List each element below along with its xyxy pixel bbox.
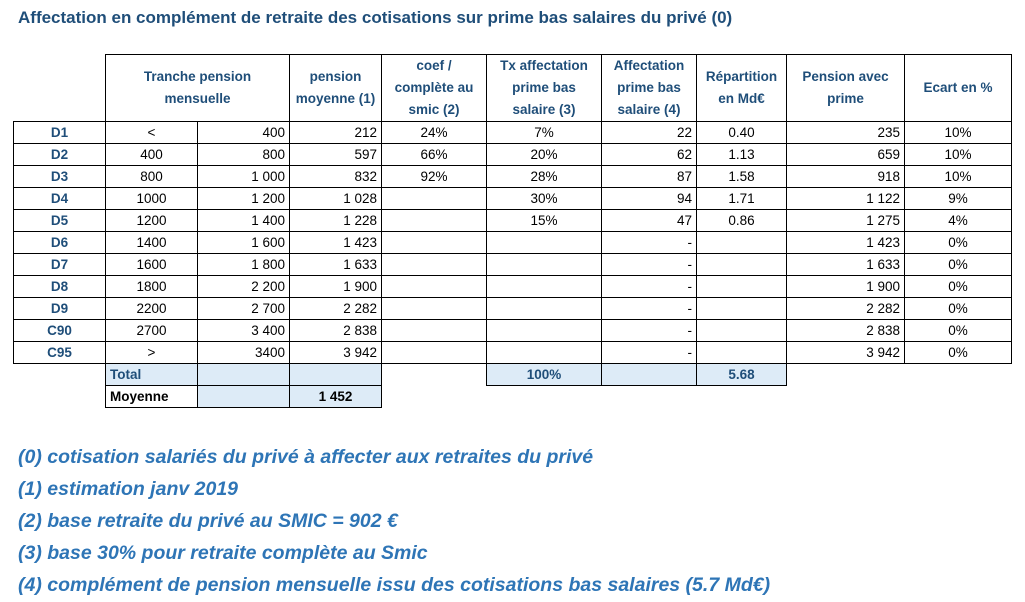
footnote: (4) complément de pension mensuelle issu des cotisations bas salaires (5.7 Md€) [18, 574, 771, 596]
repartition-cell [697, 298, 787, 320]
table-row [14, 298, 1012, 320]
affectation-cell: - [602, 254, 697, 276]
repartition-cell [697, 232, 787, 254]
total-cell [290, 364, 382, 386]
row-label: D1 [14, 122, 106, 144]
pension-prime-cell: 918 [787, 166, 905, 188]
repartition-cell: 1.71 [697, 188, 787, 210]
moyenne-value: 1 452 [290, 386, 382, 408]
total-cell [787, 364, 905, 386]
total-cell [382, 364, 487, 386]
tranche-from: 1600 [106, 254, 198, 276]
table-row [14, 254, 1012, 276]
header-pension-prime: Pension avec prime [787, 55, 905, 122]
table-row [14, 210, 1012, 232]
ecart-cell: 9% [905, 188, 1012, 210]
total-label: Total [106, 364, 198, 386]
pension-prime-cell: 1 423 [787, 232, 905, 254]
ecart-cell: 10% [905, 166, 1012, 188]
pension-prime-cell: 1 275 [787, 210, 905, 232]
row-label: D2 [14, 144, 106, 166]
total-row [14, 364, 1012, 386]
coef-cell [382, 210, 487, 232]
pension-prime-cell: 3 942 [787, 342, 905, 364]
footnote: (3) base 30% pour retraite complète au Smic [18, 542, 428, 564]
header-repartition: Répartition en Md€ [697, 55, 787, 122]
table-row [14, 144, 1012, 166]
pension-cell: 1 900 [290, 276, 382, 298]
footnote: (0) cotisation salariés du privé à affecter aux retraites du privé [18, 446, 594, 468]
moyenne-empty [382, 386, 1012, 408]
pension-cell: 2 838 [290, 320, 382, 342]
total-repartition: 5.68 [697, 364, 787, 386]
footnote: (1) estimation janv 2019 [18, 478, 239, 500]
tranche-to: 400 [198, 122, 290, 144]
total-tx: 100% [487, 364, 602, 386]
coef-cell: 66% [382, 144, 487, 166]
affectation-cell: - [602, 320, 697, 342]
repartition-cell: 1.13 [697, 144, 787, 166]
tranche-from: 1800 [106, 276, 198, 298]
table-row [14, 232, 1012, 254]
affectation-cell: - [602, 342, 697, 364]
row-label: D9 [14, 298, 106, 320]
moyenne-row [14, 386, 1012, 408]
affectation-cell: - [602, 298, 697, 320]
tranche-from: 400 [106, 144, 198, 166]
header-ecart: Ecart en % [905, 55, 1012, 122]
pension-cell: 1 633 [290, 254, 382, 276]
corner-cell [14, 55, 106, 122]
coef-cell: 24% [382, 122, 487, 144]
ecart-cell: 0% [905, 254, 1012, 276]
tranche-from: < [106, 122, 198, 144]
tranche-to: 3400 [198, 342, 290, 364]
tranche-to: 1 800 [198, 254, 290, 276]
tranche-from: 1400 [106, 232, 198, 254]
coef-cell [382, 232, 487, 254]
moyenne-label: Moyenne [106, 386, 198, 408]
table-row [14, 122, 1012, 144]
pension-prime-cell: 2 282 [787, 298, 905, 320]
row-label: C95 [14, 342, 106, 364]
repartition-cell: 0.40 [697, 122, 787, 144]
table-row [14, 342, 1012, 364]
pension-prime-cell: 2 838 [787, 320, 905, 342]
row-label: D4 [14, 188, 106, 210]
repartition-cell [697, 342, 787, 364]
tx-cell: 30% [487, 188, 602, 210]
tx-cell: 15% [487, 210, 602, 232]
tranche-to: 1 000 [198, 166, 290, 188]
tranche-to: 1 600 [198, 232, 290, 254]
coef-cell [382, 188, 487, 210]
coef-cell [382, 276, 487, 298]
affectation-cell: 62 [602, 144, 697, 166]
tranche-from: 2700 [106, 320, 198, 342]
row-label: D8 [14, 276, 106, 298]
pension-prime-cell: 1 122 [787, 188, 905, 210]
pension-prime-cell: 1 900 [787, 276, 905, 298]
total-cell [198, 364, 290, 386]
affectation-cell: 94 [602, 188, 697, 210]
moyenne-cell [198, 386, 290, 408]
tx-cell [487, 276, 602, 298]
tranche-from: 800 [106, 166, 198, 188]
ecart-cell: 0% [905, 298, 1012, 320]
row-label: D7 [14, 254, 106, 276]
tranche-from: 2200 [106, 298, 198, 320]
pension-cell: 1 423 [290, 232, 382, 254]
coef-cell [382, 254, 487, 276]
repartition-cell: 1.58 [697, 166, 787, 188]
moyenne-blank [14, 386, 106, 408]
pension-cell: 3 942 [290, 342, 382, 364]
tranche-from: 1000 [106, 188, 198, 210]
tranche-to: 2 700 [198, 298, 290, 320]
tranche-to: 2 200 [198, 276, 290, 298]
affectation-cell: 87 [602, 166, 697, 188]
header-pension: pension moyenne (1) [290, 55, 382, 122]
row-label: D3 [14, 166, 106, 188]
pension-prime-cell: 659 [787, 144, 905, 166]
header-tranche: Tranche pension mensuelle [106, 55, 290, 122]
pension-cell: 1 228 [290, 210, 382, 232]
pension-prime-cell: 1 633 [787, 254, 905, 276]
tx-cell: 28% [487, 166, 602, 188]
tranche-to: 1 400 [198, 210, 290, 232]
ecart-cell: 0% [905, 276, 1012, 298]
total-cell [602, 364, 697, 386]
coef-cell: 92% [382, 166, 487, 188]
repartition-cell [697, 276, 787, 298]
tx-cell [487, 298, 602, 320]
repartition-cell [697, 254, 787, 276]
header-tx: Tx affectation prime bas salaire (3) [487, 55, 602, 122]
affectation-cell: 22 [602, 122, 697, 144]
ecart-cell: 0% [905, 232, 1012, 254]
pension-cell: 1 028 [290, 188, 382, 210]
table-row [14, 166, 1012, 188]
tranche-from: > [106, 342, 198, 364]
tx-cell [487, 254, 602, 276]
tranche-to: 800 [198, 144, 290, 166]
tranche-to: 3 400 [198, 320, 290, 342]
coef-cell [382, 298, 487, 320]
affectation-cell: - [602, 232, 697, 254]
ecart-cell: 10% [905, 122, 1012, 144]
page-title: Affectation en complément de retraite des cotisations sur prime bas salaires du privé (0) [18, 8, 733, 27]
pension-cell: 597 [290, 144, 382, 166]
total-cell [905, 364, 1012, 386]
pension-prime-cell: 235 [787, 122, 905, 144]
tx-cell: 20% [487, 144, 602, 166]
header-affectation: Affectation prime bas salaire (4) [602, 55, 697, 122]
coef-cell [382, 320, 487, 342]
tranche-to: 1 200 [198, 188, 290, 210]
affectation-cell: 47 [602, 210, 697, 232]
ecart-cell: 10% [905, 144, 1012, 166]
tx-cell: 7% [487, 122, 602, 144]
repartition-cell: 0.86 [697, 210, 787, 232]
data-table [13, 54, 1012, 408]
ecart-cell: 0% [905, 342, 1012, 364]
table-row [14, 188, 1012, 210]
total-blank [14, 364, 106, 386]
ecart-cell: 0% [905, 320, 1012, 342]
pension-cell: 2 282 [290, 298, 382, 320]
footnotes [18, 441, 770, 601]
pension-cell: 832 [290, 166, 382, 188]
row-label: D5 [14, 210, 106, 232]
header-row [14, 55, 1012, 122]
row-label: D6 [14, 232, 106, 254]
table-row [14, 320, 1012, 342]
footnote: (2) base retraite du privé au SMIC = 902 € [18, 510, 398, 532]
row-label: C90 [14, 320, 106, 342]
table-row [14, 276, 1012, 298]
coef-cell [382, 342, 487, 364]
tranche-from: 1200 [106, 210, 198, 232]
tx-cell [487, 342, 602, 364]
header-coef: coef / complète au smic (2) [382, 55, 487, 122]
pension-cell: 212 [290, 122, 382, 144]
affectation-cell: - [602, 276, 697, 298]
repartition-cell [697, 320, 787, 342]
ecart-cell: 4% [905, 210, 1012, 232]
tx-cell [487, 232, 602, 254]
tx-cell [487, 320, 602, 342]
